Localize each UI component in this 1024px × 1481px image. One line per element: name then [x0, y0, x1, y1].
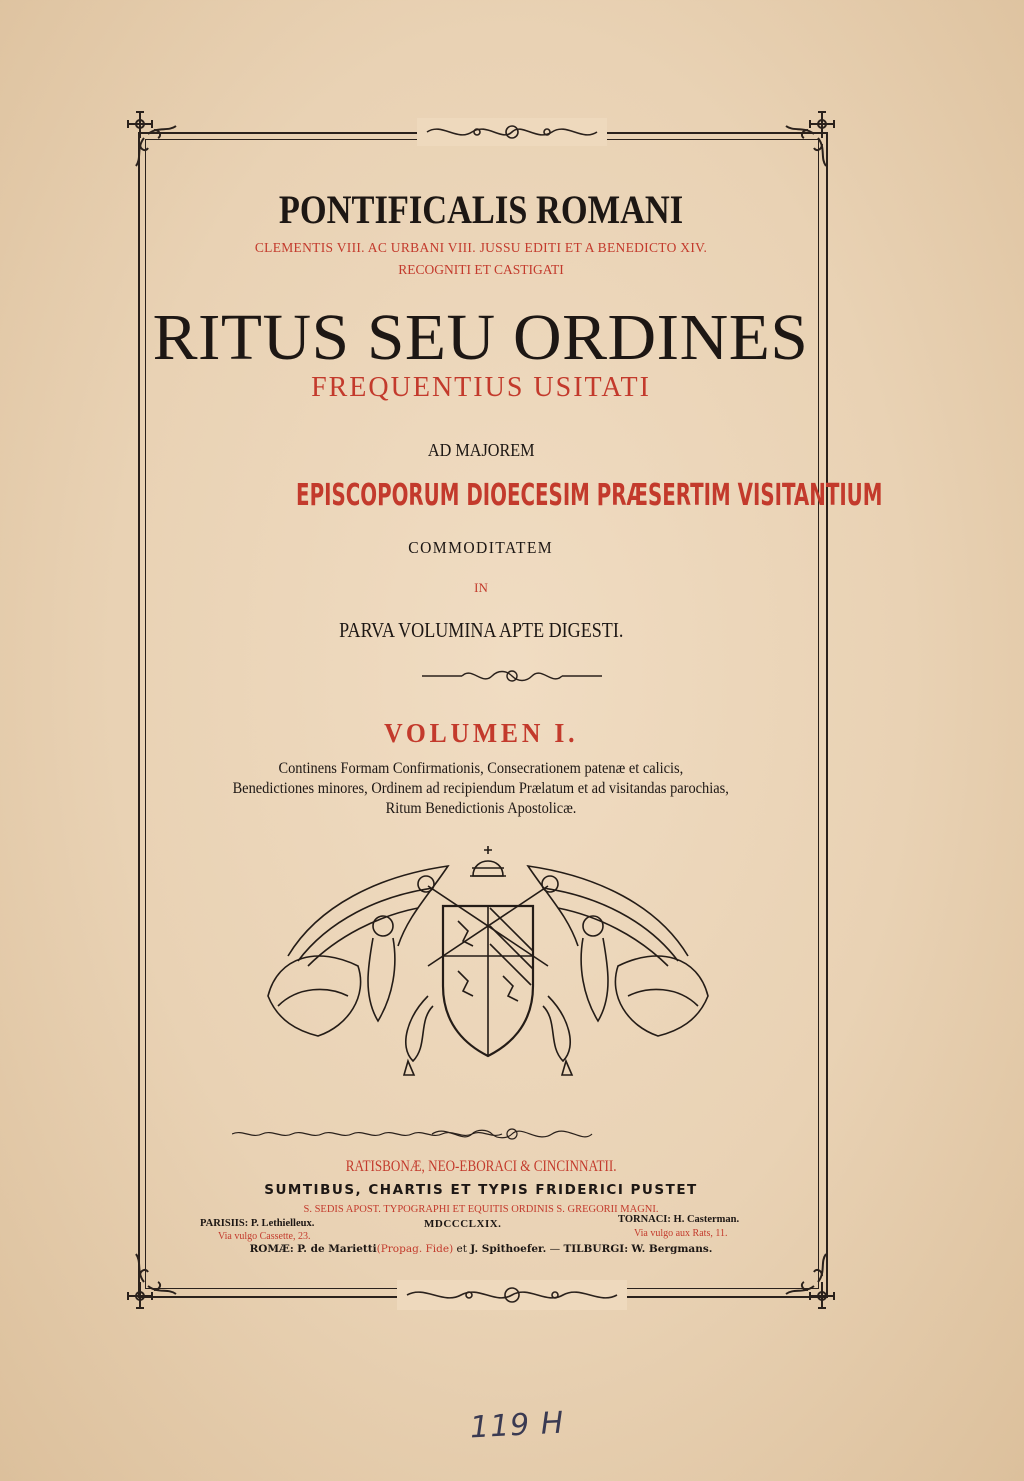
imprint-divider-icon — [232, 1123, 792, 1145]
main-subtitle: FREQUENTIUS USITATI — [311, 372, 651, 403]
corner-ornament-icon — [118, 1250, 180, 1312]
subtitle-line-2: RECOGNITI ET CASTIGATI — [398, 262, 564, 277]
imprint-tornaci-address: Via vulgo aux Rats, 11. — [634, 1228, 728, 1239]
bottom-scroll-ornament-icon — [397, 1280, 627, 1310]
line-parva: PARVA VOLUMINA APTE DIGESTI. — [338, 618, 624, 642]
volume-label: VOLUMEN I. — [383, 718, 579, 748]
description-line: Continens Formam Confirmationis, Consecrationem patenæ et calicis, — [278, 760, 684, 777]
imprint-paris: PARISIIS: P. Lethielleux. — [200, 1218, 315, 1229]
corner-ornament-icon — [118, 108, 180, 170]
title-line: PONTIFICALIS ROMANI — [278, 187, 684, 232]
handwritten-shelf-mark: 119 H — [469, 1405, 566, 1446]
line-episcoporum: EPISCOPORUM DIOECESIM PRÆSERTIM VISITANTIUM — [296, 478, 883, 513]
subtitle-line-1: CLEMENTIS VIII. AC URBANI VIII. JUSSU EDITI ET A BENEDICTO XIV. — [254, 240, 708, 255]
line-ad-majorem: AD MAJOREM — [427, 440, 535, 460]
imprint-publisher-title: S. SEDIS APOST. TYPOGRAPHI ET EQUITIS ORDINIS S. GREGORII MAGNI. — [303, 1204, 659, 1215]
line-commoditatem: COMMODITATEM — [408, 538, 554, 557]
imprint-year: MDCCCLXIX. — [424, 1218, 502, 1230]
divider-ornament-icon — [422, 662, 602, 690]
imprint-paris-address: Via vulgo Cassette, 23. — [218, 1231, 311, 1242]
description-line: Benedictiones minores, Ordinem ad recipiendum Prælatum et ad visitandas parochias, — [232, 780, 730, 797]
line-in: IN — [474, 580, 488, 595]
corner-ornament-icon — [782, 108, 844, 170]
imprint-tornaci: TORNACI: H. Casterman. — [618, 1214, 740, 1225]
description-line: Ritum Benedictionis Apostolicæ. — [385, 800, 577, 817]
imprint-cities: RATISBONÆ, NEO-EBORACI & CINCINNATII. — [345, 1158, 617, 1175]
imprint-rome-line: ROMÆ: P. de Marietti(Propag. Fide) et J. Spithoefer. — TILBURGI: W. Bergmans. — [249, 1243, 713, 1255]
top-scroll-ornament-icon — [417, 118, 607, 146]
main-title: RITUS SEU ORDINES — [152, 301, 808, 374]
papal-coat-of-arms-icon — [258, 846, 718, 1078]
imprint-publisher: SUMTIBUS, CHARTIS ET TYPIS FRIDERICI PUSTET — [264, 1182, 698, 1198]
corner-ornament-icon — [782, 1250, 844, 1312]
